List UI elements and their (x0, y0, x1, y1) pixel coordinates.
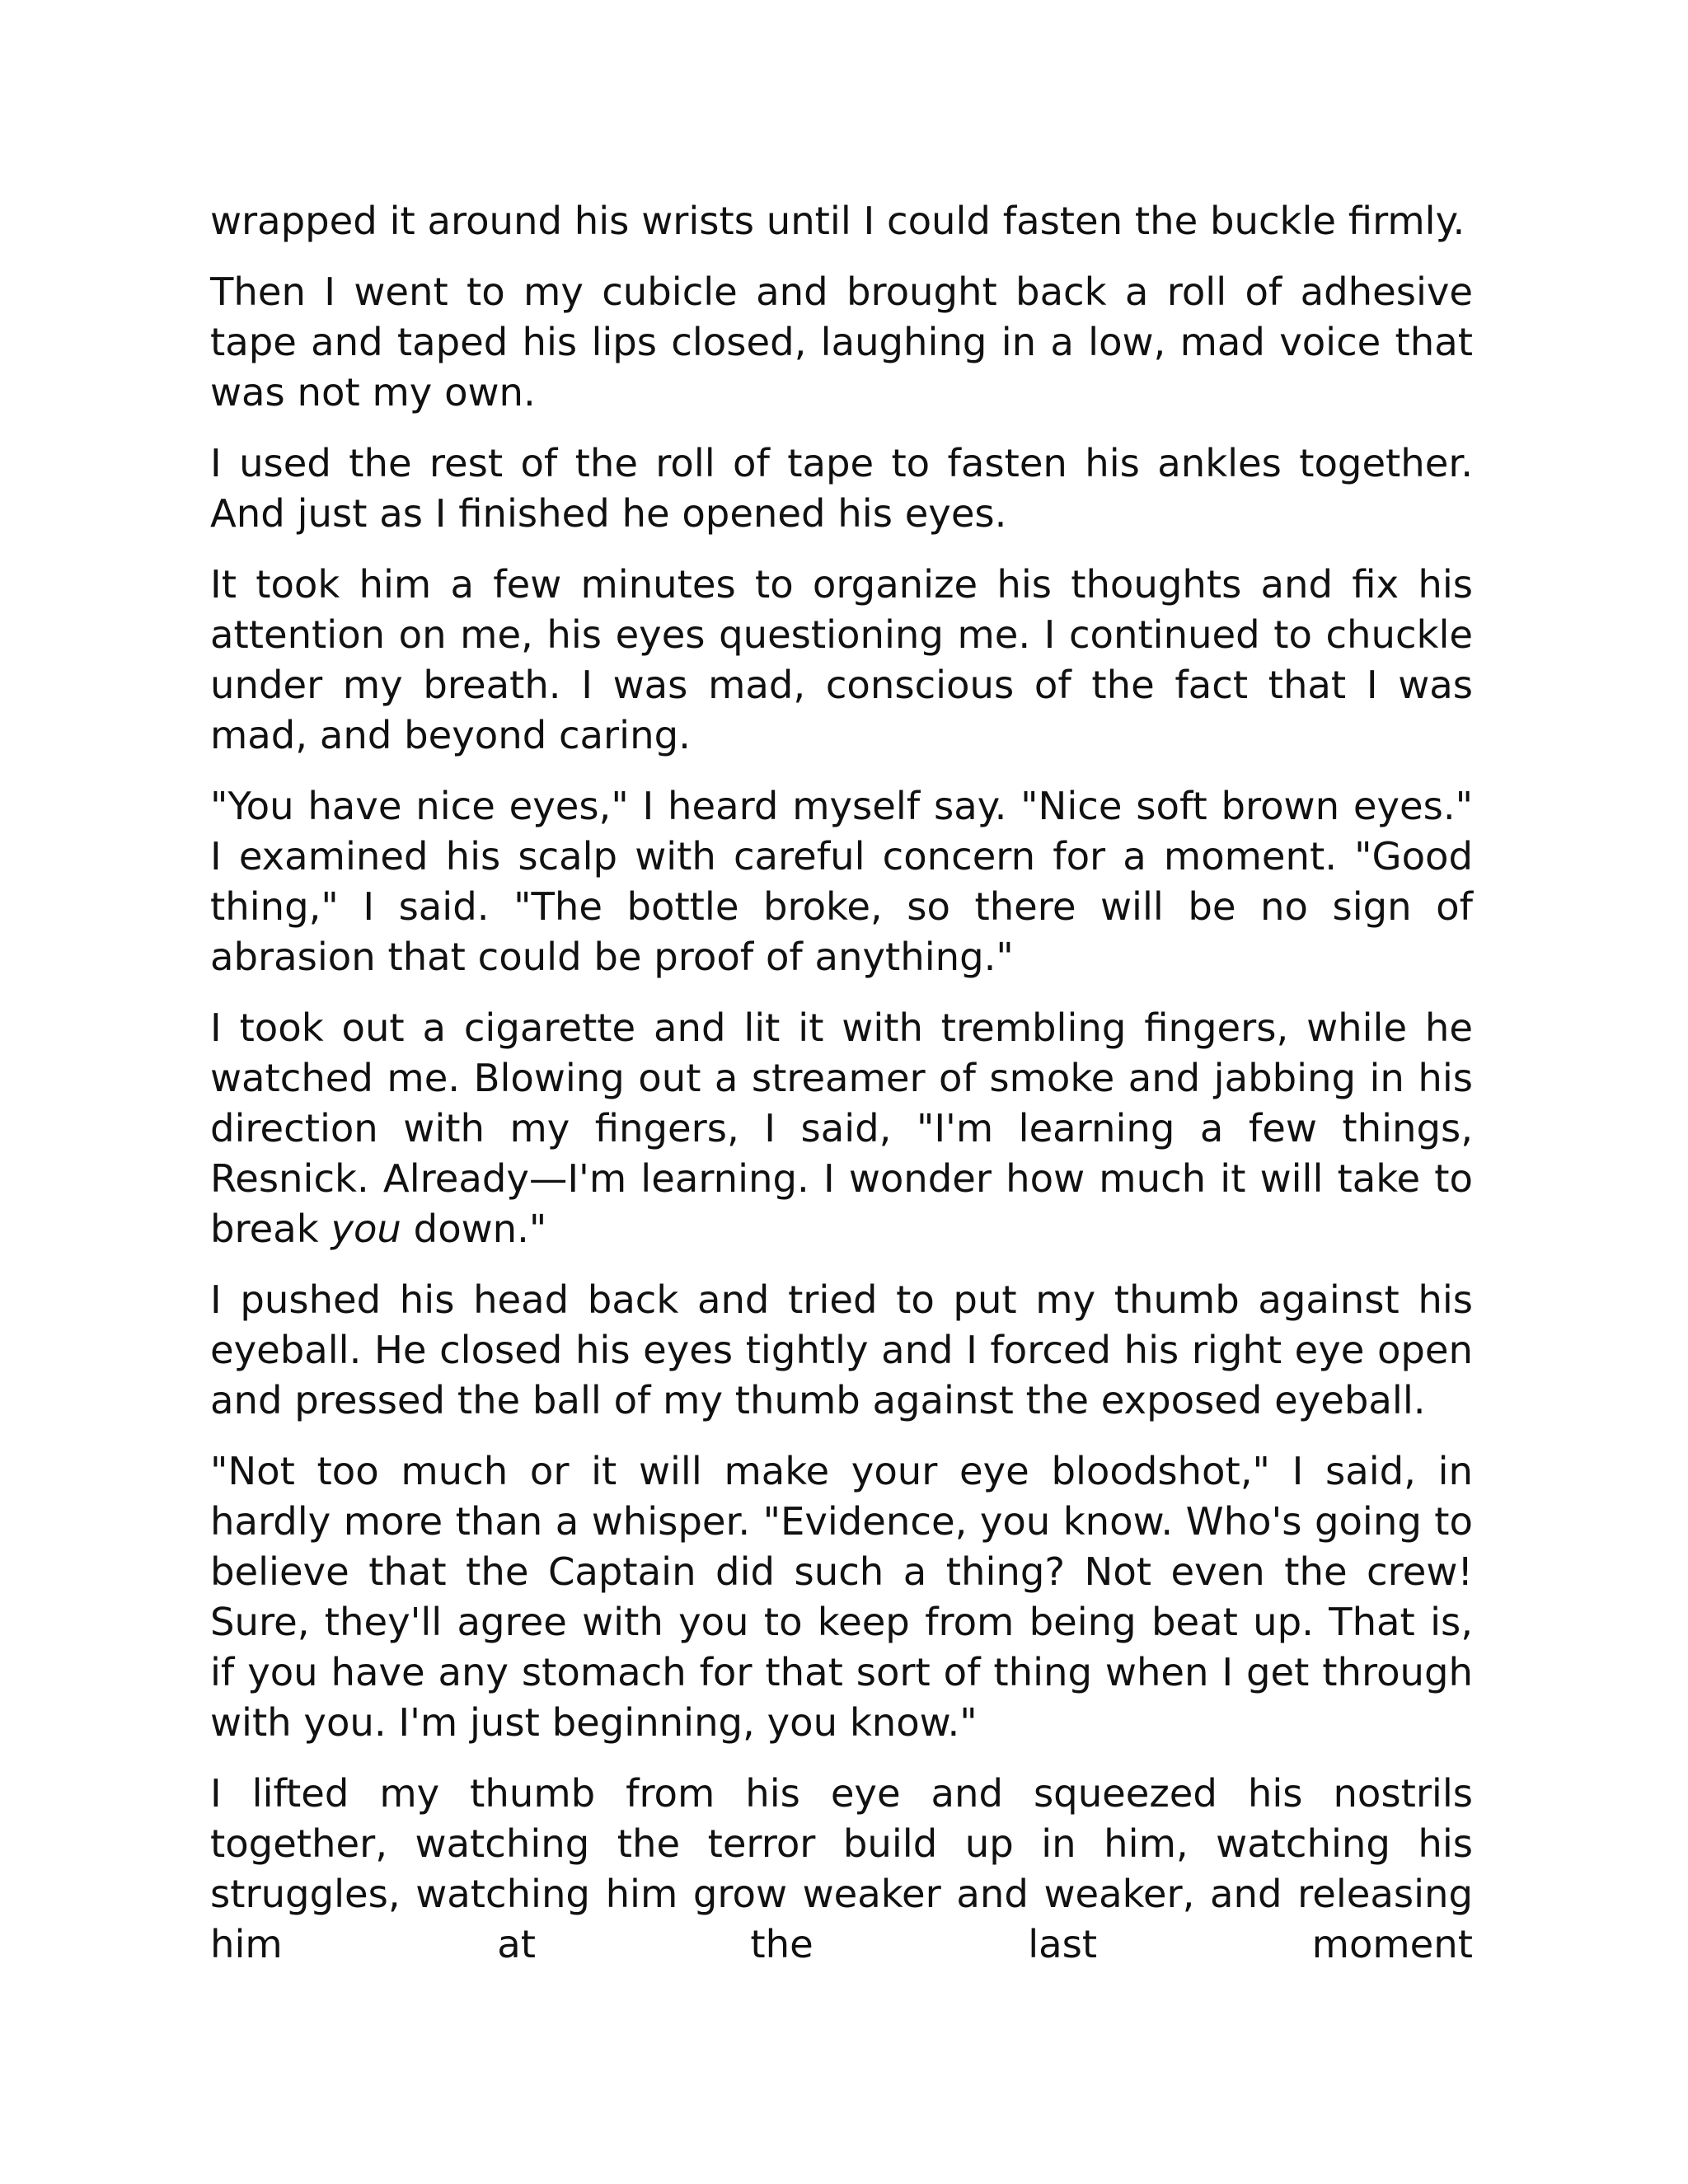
paragraph: I used the rest of the roll of tape to fasten his ankles together. And just as I finished he opened his eyes. (210, 441, 1473, 536)
paragraph-text: down." (401, 1207, 547, 1251)
paragraph: It took him a few minutes to organize his thoughts and fix his attention on me, his eyes questioning me. I continued to chuckle under my breath. I was mad, conscious of the fact that I was mad, and beyond caring. (210, 562, 1473, 757)
paragraph: "You have nice eyes," I heard myself say. "Nice soft brown eyes." I examined his scalp with careful concern for a moment. "Good thing," I said. "The bottle broke, so there will be no sign of abrasion that could be proof of anything." (210, 784, 1473, 979)
paragraph: I pushed his head back and tried to put my thumb against his eyeball. He closed his eyes tightly and I forced his right eye open and pressed the ball of my thumb against the exposed eyeball. (210, 1277, 1473, 1422)
emphasized-word: you (331, 1207, 401, 1251)
document-page (210, 196, 1473, 1990)
paragraph: wrapped it around his wrists until I could fasten the buckle firmly. (210, 199, 1465, 243)
paragraph (210, 1003, 1473, 1254)
paragraph: "Not too much or it will make your eye bloodshot," I said, in hardly more than a whisper. "Evidence, you know. Who's going to believe that the Captain did such a thing? Not even the crew! Sure, they'll agree with you to keep from being beat up. That is, if you have any stomach for that sort of thing when I get through with you. I'm just beginning, you know." (210, 1449, 1473, 1745)
paragraph: I lifted my thumb from his eye and squeezed his nostrils together, watching the terror build up in him, watching his struggles, watching him grow weaker and weaker, and releasing him at the last moment (210, 1771, 1473, 1966)
paragraph: Then I went to my cubicle and brought back a roll of adhesive tape and taped his lips closed, laughing in a low, mad voice that was not my own. (210, 269, 1473, 415)
paragraph-text: I took out a cigarette and lit it with trembling fingers, while he watched me. Blowing out a streamer of smoke and jabbing in his direction with my fingers, I said, "I'm learning a few things, Resnick. Already—I'm learning. I wonder how much it will take to break (210, 1005, 1473, 1251)
